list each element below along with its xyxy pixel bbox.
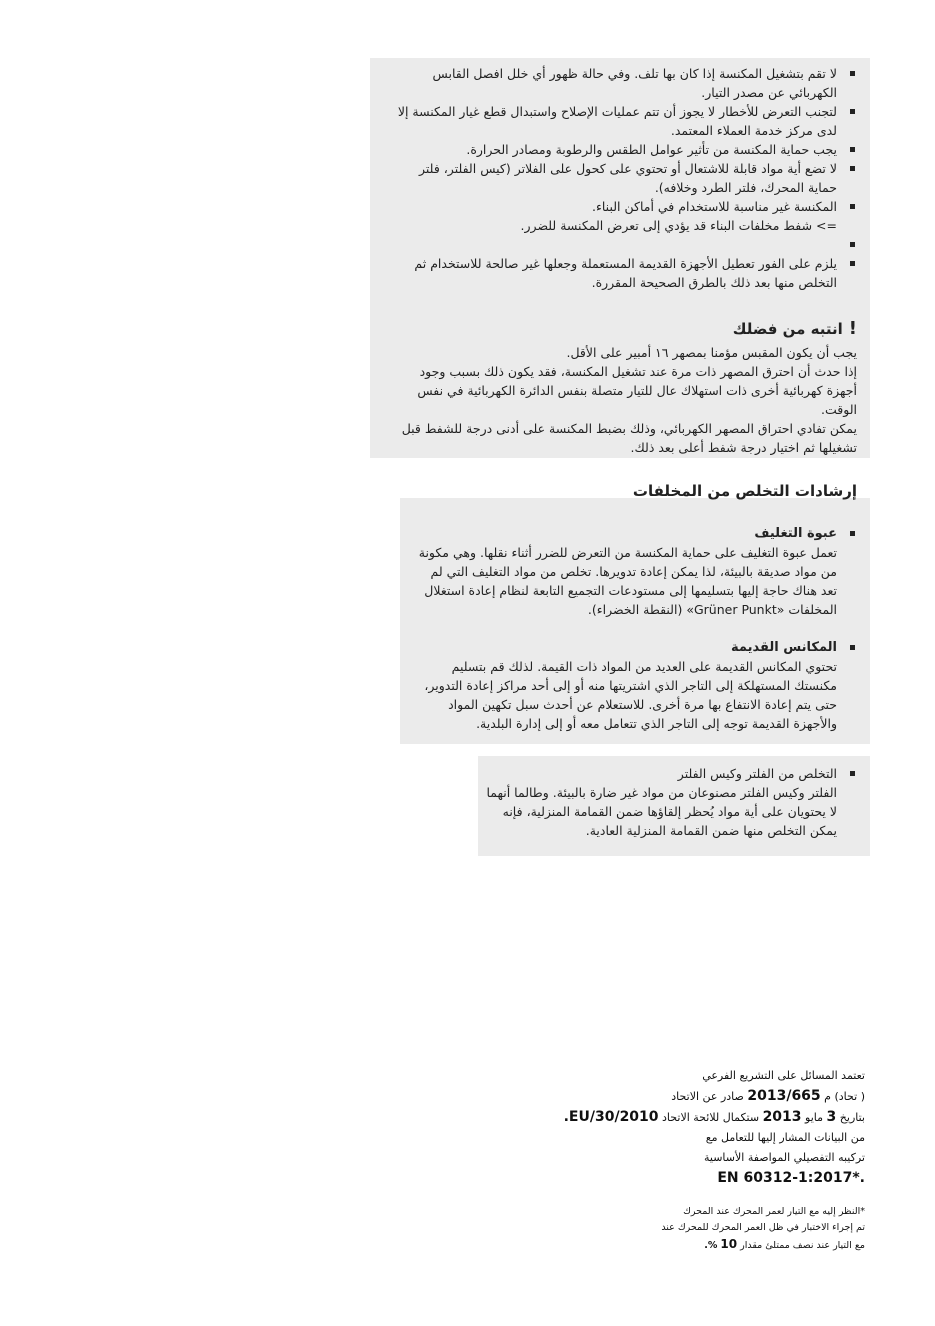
bullet-icon bbox=[850, 645, 855, 650]
filter-section bbox=[482, 764, 857, 840]
note-line: *النظر إليه مع التيار لعمر المحرك عند المحرك bbox=[683, 1206, 865, 1217]
bullet-icon bbox=[850, 71, 855, 76]
safety-item bbox=[389, 64, 857, 102]
bullet-icon bbox=[850, 242, 855, 247]
safety-text: المكنسة غير مناسبة للاستخدام في أماكن البناء. bbox=[592, 199, 837, 214]
exclamation-icon: ! bbox=[848, 318, 857, 339]
disposal-heading: إرشادات التخلص من المخلفات bbox=[632, 482, 857, 500]
old-text: تحتوي المكانس القديمة على العديد من المواد ذات القيمة. لذلك قم بتسليم مكنستك المستهلكة إلى التاجر الذي اشتريتها منه أو إلى أحد مراكز إعادة التدوير، حتى يتم إعادة الانتفاع بها مرة أخرى. للاستعلام عن أحدث سبل تكهين المواد والأجهزة القديمة توجه إلى التاجر الذي تتعامل معه أو إلى إدارة البلدية. bbox=[424, 659, 837, 731]
packaging-title: عبوة التغليف bbox=[754, 526, 837, 541]
bullet-icon bbox=[850, 261, 855, 266]
bullet-icon bbox=[850, 166, 855, 171]
footer-line: من البيانات المشار إليها للتعامل مع bbox=[705, 1131, 865, 1144]
filter-text: الفلتر وكيس الفلتر مصنوعان من مواد غير ضارة بالبيئة. وطالما أنهما لا يحتويان على أية مواد يُحظر إلقاؤها ضمن القمامة المنزلية، فإنه يمكن التخلص منها ضمن القمامة المنزلية العادية. bbox=[486, 785, 837, 838]
filter-title: التخلص من الفلتر وكيس الفلتر bbox=[677, 766, 837, 781]
attention-heading bbox=[733, 318, 857, 339]
old-title-row bbox=[417, 638, 857, 657]
filter-title-row bbox=[482, 764, 857, 783]
footer-line: تركيبه التفصيلي المواصفة الأساسية bbox=[704, 1151, 865, 1164]
safety-text: لا تقم بتشغيل المكنسة إذا كان بها تلف. وفي حالة ظهور أي خلل افصل القابس الكهربائي عن مصدر التيار. bbox=[432, 66, 837, 100]
attention-heading-text: انتبه من فضلك bbox=[732, 320, 843, 338]
bullet-icon bbox=[850, 147, 855, 152]
safety-item bbox=[389, 102, 857, 140]
safety-item-empty bbox=[389, 235, 857, 254]
attention-text: إذا حدث أن احترق المصهر ذات مرة عند تشغيل المكنسة، فقد يكون ذلك بسبب وجود أجهزة كهربائية أخرى ذات استهلاك عال للتيار متصلة بنفس الدائرة الكهربائية في نفس الوقت. bbox=[417, 364, 857, 417]
safety-subtext: => شفط مخلفات البناء قد يؤدي إلى تعرض المكنسة للضرر. bbox=[520, 218, 837, 233]
footer-line: تعتمد المسائل على التشريع الفرعي bbox=[702, 1069, 865, 1082]
packaging-text: تعمل عبوة التغليف على حماية المكنسة من التعرض للضرر أثناء نقلها. وهي مكونة من مواد صديقة بالبيئة، لذا يمكن إعادة تدويرها. تخلص من مواد التغليف التي لم تعد هناك حاجة إليها بتسليمها إلى مستودعات التجميع التابعة لنظام إعادة استغلال المخلفات «Grüner Punkt» (النقطة الخضراء). bbox=[418, 545, 837, 617]
bullet-icon bbox=[850, 109, 855, 114]
bullet-icon bbox=[850, 771, 855, 776]
packaging-section bbox=[417, 524, 857, 619]
bullet-icon bbox=[850, 204, 855, 209]
attention-text: يمكن تفادي احتراق المصهر الكهربائي، وذلك بضبط المكنسة على أدنى درجة للشفط قبل تشغيلها ثم اختيار درجة شفط أعلى بعد ذلك. bbox=[401, 421, 857, 455]
safety-text: يجب حماية المكنسة من تأثير عوامل الطقس والرطوبة ومصادر الحرارة. bbox=[466, 142, 837, 157]
safety-item bbox=[389, 140, 857, 159]
footer-note bbox=[545, 1204, 865, 1254]
safety-text: لا تضع أية مواد قابلة للاشتعال أو تحتوي على كحول على الفلاتر (كيس الفلتر، فلتر حماية المحرك، فلتر الطرد وخلافه). bbox=[419, 161, 837, 195]
old-appliance-section bbox=[417, 638, 857, 733]
note-line: تم إجراء الاختبار في ظل العمر المحرك للمحرك عند bbox=[661, 1222, 865, 1233]
safety-text: يلزم على الفور تعطيل الأجهزة القديمة المستعملة وجعلها غير صالحة للاستخدام ثم التخلص منها بعد ذلك بالطرق الصحيحة المقررة. bbox=[414, 256, 837, 290]
footer-line: ( تحاد) م 2013/665 صادر عن الاتحاد bbox=[671, 1088, 865, 1104]
safety-item bbox=[389, 197, 857, 235]
footer-line: بتاريخ 3 مايو 2013 ستكمال للائحة الاتحاد EU/30/2010. bbox=[563, 1109, 865, 1125]
note-line: مع التيار عند نصف ممتلئ مقدار 10 %. bbox=[704, 1237, 865, 1251]
safety-item bbox=[389, 159, 857, 197]
attention-text: يجب أن يكون المقبس مؤمنا بمصهر ١٦ أمبير على الأقل. bbox=[566, 345, 857, 360]
old-title: المكانس القديمة bbox=[731, 640, 837, 655]
packaging-title-row bbox=[417, 524, 857, 543]
safety-list bbox=[389, 64, 857, 292]
footer-standard: .*1:2017-EN 60312 bbox=[717, 1170, 865, 1186]
safety-item bbox=[389, 254, 857, 292]
attention-body bbox=[397, 343, 857, 457]
footer-regulation bbox=[385, 1066, 865, 1188]
safety-text: لتجنب التعرض للأخطار لا يجوز أن تتم عمليات الإصلاح واستبدال قطع غيار المكنسة إلا لدى مركز خدمة العملاء المعتمد. bbox=[397, 104, 837, 138]
bullet-icon bbox=[850, 531, 855, 536]
